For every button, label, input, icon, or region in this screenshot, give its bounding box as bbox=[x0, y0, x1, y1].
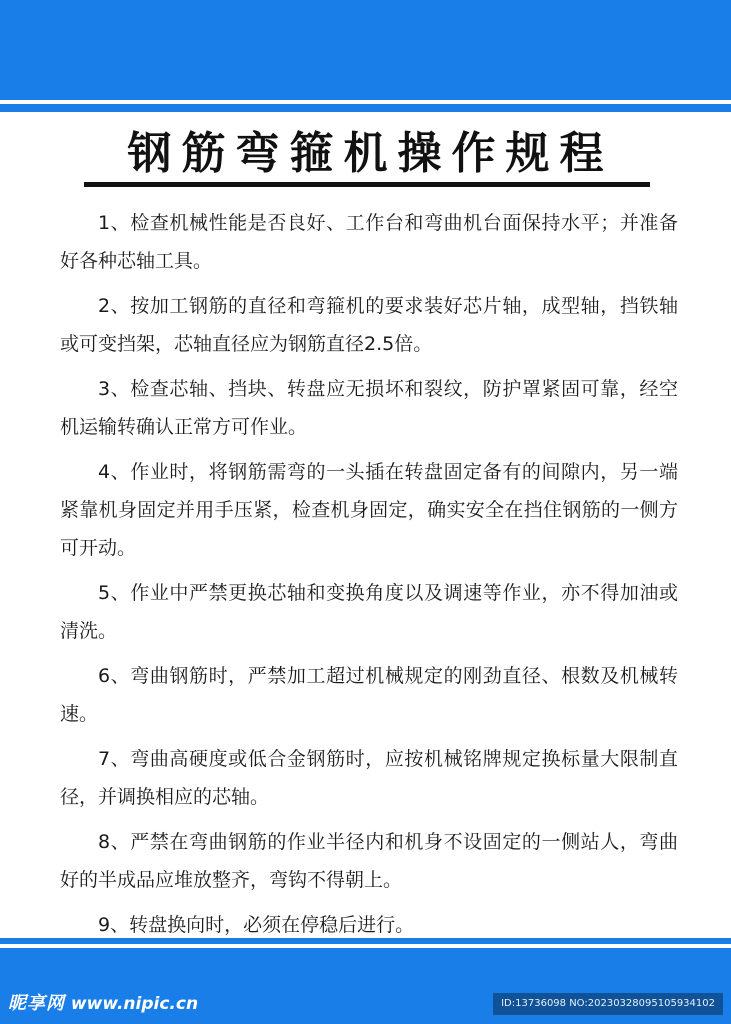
rule-item-3: 3、检查芯轴、挡块、转盘应无损坏和裂纹，防护罩紧固可靠，经空机运输转确认正常方可作业。 bbox=[60, 378, 678, 438]
page-title: 钢筋弯箍机操作规程 bbox=[127, 128, 614, 179]
rule-item-7: 7、弯曲高硬度或低合金钢筋时，应按机械铭牌规定换标量大限制直径，并调换相应的芯轴。 bbox=[60, 748, 678, 808]
top-blue-band bbox=[0, 0, 731, 100]
rule-item-9: 9、转盘换向时，必须在停稳后进行。 bbox=[98, 914, 415, 936]
rule-item-2: 2、按加工钢筋的直径和弯箍机的要求装好芯片轴，成型轴，挡铁轴或可变挡架，芯轴直径应为钢筋直径2.5倍。 bbox=[60, 295, 678, 355]
rule-item-1: 1、检查机械性能是否良好、工作台和弯曲机台面保持水平；并准备好各种芯轴工具。 bbox=[60, 212, 678, 272]
title-underline bbox=[84, 182, 650, 187]
rule-item-6: 6、弯曲钢筋时，严禁加工超过机械规定的刚劲直径、根数及机械转速。 bbox=[60, 665, 678, 725]
top-blue-stripe bbox=[0, 104, 731, 112]
rules-list bbox=[60, 204, 678, 996]
bottom-blue-stripe bbox=[0, 938, 731, 944]
rule-item-4: 4、作业时，将钢筋需弯的一头插在转盘固定备有的间隙内，另一端紧靠机身固定并用手压紧，检查机身固定，确实安全在挡住钢筋的一侧方可开动。 bbox=[60, 461, 678, 559]
logo-url: www.nipic.cn bbox=[70, 994, 199, 1014]
image-id-label: ID:13736098 NO:20230328095105934102 bbox=[493, 993, 723, 1015]
rule-item-8: 8、严禁在弯曲钢筋的作业半径内和机身不设固定的一侧站人，弯曲好的半成品应堆放整齐，弯钩不得朝上。 bbox=[60, 831, 678, 891]
rule-item-5: 5、作业中严禁更换芯轴和变换角度以及调速等作业，亦不得加油或清洗。 bbox=[60, 582, 678, 642]
logo-text: 昵享网 bbox=[8, 993, 65, 1014]
watermark-logo bbox=[8, 990, 198, 1018]
